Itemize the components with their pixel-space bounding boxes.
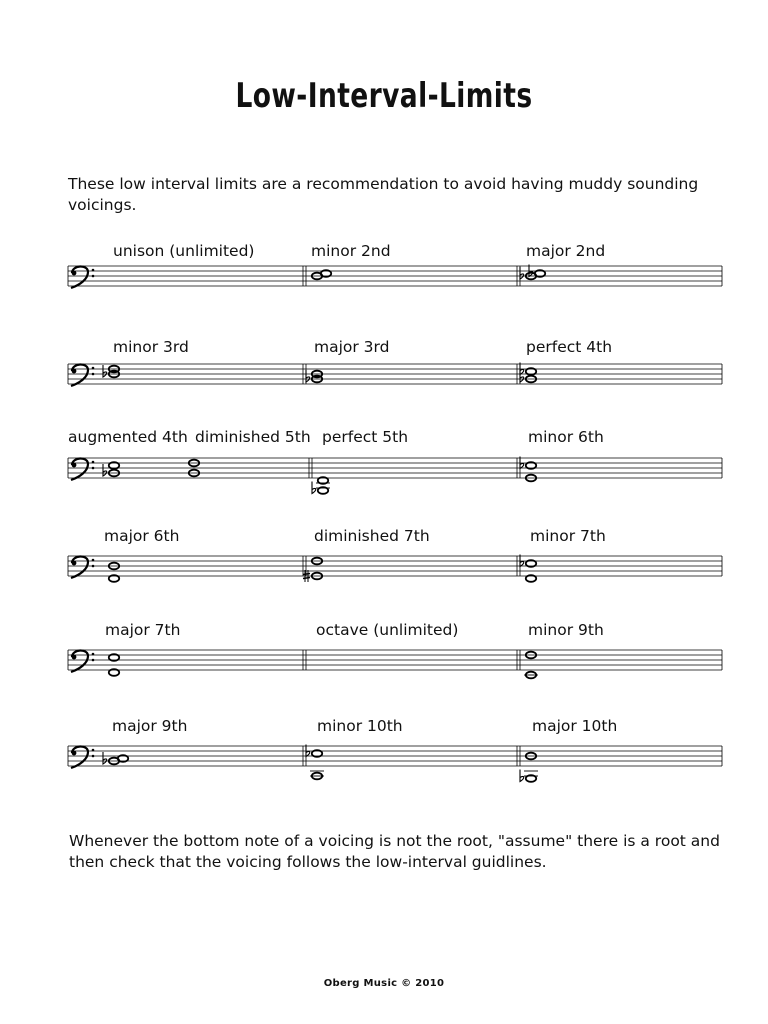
bass-clef-icon	[71, 650, 94, 672]
interval-label: major 10th	[532, 717, 618, 735]
staff-row-2	[0, 362, 768, 422]
interval-label: major 6th	[104, 527, 180, 545]
bass-clef-icon	[71, 458, 94, 480]
bass-clef-icon	[71, 266, 94, 288]
interval-label: major 3rd	[314, 338, 390, 356]
interval-label: major 9th	[112, 717, 188, 735]
footer-copyright: Oberg Music © 2010	[323, 978, 445, 989]
staff-row-3	[0, 456, 768, 516]
staff-row-1	[0, 264, 768, 324]
bass-clef-icon	[71, 746, 94, 768]
intro-paragraph: These low interval limits are a recommendation to avoid having muddy sounding voicings.	[68, 175, 699, 214]
interval-label: major 2nd	[526, 242, 606, 260]
page-title: Low-Interval-Limits	[235, 76, 533, 116]
interval-label: minor 10th	[317, 717, 403, 735]
interval-label: diminished 7th	[314, 527, 430, 545]
interval-label: perfect 4th	[526, 338, 613, 356]
outro-paragraph: Whenever the bottom note of a voicing is not the root, "assume" there is a root and then check that the voicing follows the low-interval guidlines.	[69, 832, 720, 871]
interval-label: augmented 4th	[68, 428, 188, 446]
flat-icon	[312, 482, 316, 494]
flat-icon	[103, 464, 107, 476]
flat-icon	[306, 370, 310, 382]
interval-label: major 7th	[105, 621, 181, 639]
interval-label: minor 7th	[530, 527, 606, 545]
interval-label: minor 6th	[528, 428, 604, 446]
staff-row-6	[0, 744, 768, 804]
flat-icon	[103, 752, 107, 764]
interval-label: minor 3rd	[113, 338, 189, 356]
bass-clef-icon	[71, 364, 94, 386]
staff-row-5	[0, 648, 768, 708]
interval-label: perfect 5th	[322, 428, 409, 446]
interval-label: diminished 5th	[195, 428, 311, 446]
flat-icon	[103, 365, 107, 377]
flat-icon	[520, 267, 524, 279]
bass-clef-icon	[71, 556, 94, 578]
interval-label: octave (unlimited)	[316, 621, 459, 639]
interval-label: unison (unlimited)	[113, 242, 255, 260]
staff-row-4	[0, 554, 768, 614]
interval-label: minor 9th	[528, 621, 604, 639]
flat-icon	[520, 770, 524, 782]
interval-label: minor 2nd	[311, 242, 391, 260]
